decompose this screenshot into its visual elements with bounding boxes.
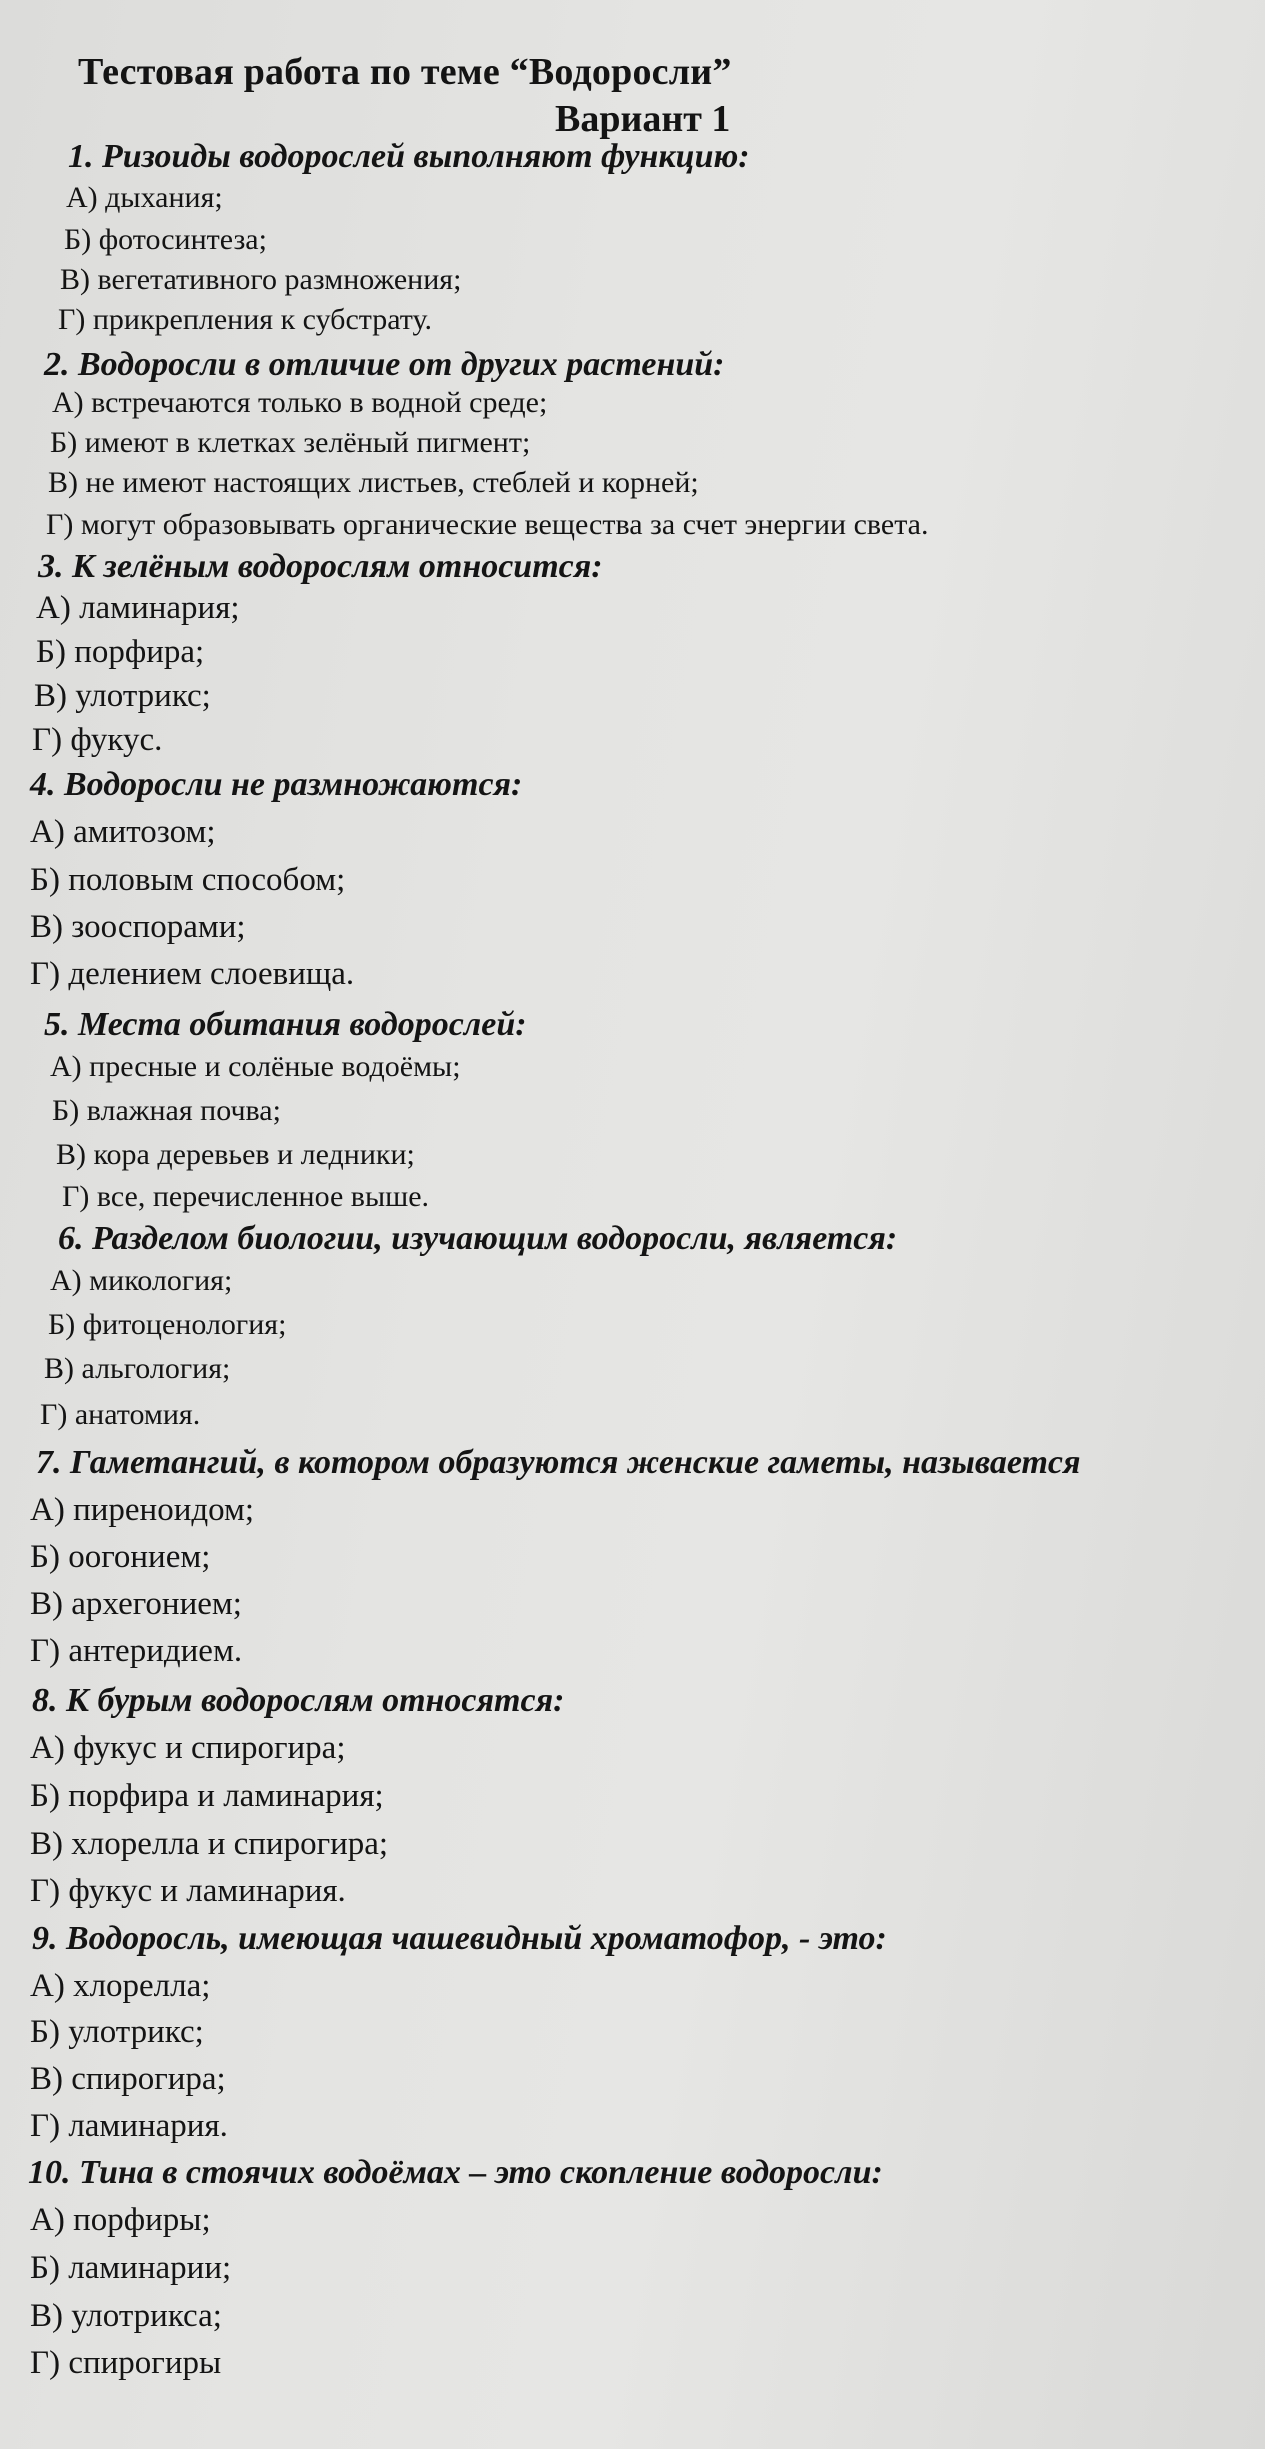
variant-label: Вариант 1 xyxy=(555,98,731,140)
q1-option-b: Б) фотосинтеза; xyxy=(64,223,267,256)
q4-option-c: В) зооспорами; xyxy=(30,909,246,945)
q10-option-c: В) улотрикса; xyxy=(30,2298,222,2334)
q5-option-b: Б) влажная почва; xyxy=(52,1094,281,1127)
q7-option-d: Г) антеридием. xyxy=(30,1633,243,1669)
q4-option-a: А) амитозом; xyxy=(30,814,216,850)
q6-option-a: А) микология; xyxy=(50,1264,233,1297)
q9-option-d: Г) ламинария. xyxy=(30,2108,228,2144)
q8-option-a: А) фукус и спирогира; xyxy=(30,1730,346,1766)
q6-option-c: В) альгология; xyxy=(44,1352,231,1385)
q4-option-d: Г) делением слоевища. xyxy=(30,956,355,992)
q6-option-b: Б) фитоценология; xyxy=(48,1308,287,1341)
q10-option-b: Б) ламинарии; xyxy=(30,2250,232,2286)
q3-option-d: Г) фукус. xyxy=(32,722,163,758)
q5-option-c: В) кора деревьев и ледники; xyxy=(56,1138,415,1171)
q10-option-d: Г) спирогиры xyxy=(30,2345,222,2381)
q2-option-d: Г) могут образовывать органические вещества за счет энергии света. xyxy=(46,508,929,541)
question-7: 7. Гаметангий, в котором образуются женские гаметы, называется xyxy=(36,1444,1081,1481)
question-5: 5. Места обитания водорослей: xyxy=(44,1006,527,1043)
question-2: 2. Водоросли в отличие от других растений: xyxy=(44,346,725,383)
q9-option-b: Б) улотрикс; xyxy=(30,2014,204,2050)
q2-option-c: В) не имеют настоящих листьев, стеблей и корней; xyxy=(48,466,699,499)
q3-option-a: А) ламинария; xyxy=(36,590,240,626)
q2-option-a: А) встречаются только в водной среде; xyxy=(52,386,548,419)
q7-option-b: Б) оогонием; xyxy=(30,1539,211,1575)
q9-option-a: А) хлорелла; xyxy=(30,1968,211,2004)
q3-option-c: В) улотрикс; xyxy=(34,678,211,714)
q1-option-c: В) вегетативного размножения; xyxy=(60,263,462,296)
q2-option-b: Б) имеют в клетках зелёный пигмент; xyxy=(50,426,531,459)
q8-option-c: В) хлорелла и спирогира; xyxy=(30,1826,389,1862)
q1-option-a: А) дыхания; xyxy=(66,181,223,214)
question-10: 10. Тина в стоячих водоёмах – это скопление водоросли: xyxy=(28,2154,883,2191)
question-3: 3. К зелёным водорослям относится: xyxy=(38,548,603,585)
q6-option-d: Г) анатомия. xyxy=(40,1398,201,1431)
q10-option-a: А) порфиры; xyxy=(30,2202,211,2238)
q4-option-b: Б) половым способом; xyxy=(30,862,346,898)
q1-option-d: Г) прикрепления к субстрату. xyxy=(58,303,432,336)
q7-option-a: А) пиреноидом; xyxy=(30,1492,255,1528)
question-6: 6. Разделом биологии, изучающим водоросли, является: xyxy=(58,1220,898,1257)
question-9: 9. Водоросль, имеющая чашевидный хроматофор, - это: xyxy=(32,1920,887,1957)
q5-option-a: А) пресные и солёные водоёмы; xyxy=(50,1050,461,1083)
q7-option-c: В) архегонием; xyxy=(30,1586,242,1622)
q3-option-b: Б) порфира; xyxy=(36,634,205,670)
question-4: 4. Водоросли не размножаются: xyxy=(30,766,523,803)
question-1: 1. Ризоиды водорослей выполняют функцию: xyxy=(68,138,750,175)
q8-option-d: Г) фукус и ламинария. xyxy=(30,1873,346,1909)
question-8: 8. К бурым водорослям относятся: xyxy=(32,1682,565,1719)
q5-option-d: Г) все, перечисленное выше. xyxy=(62,1180,430,1213)
q8-option-b: Б) порфира и ламинария; xyxy=(30,1778,384,1814)
q9-option-c: В) спирогира; xyxy=(30,2061,226,2097)
page-title: Тестовая работа по теме “Водоросли” xyxy=(78,51,732,93)
